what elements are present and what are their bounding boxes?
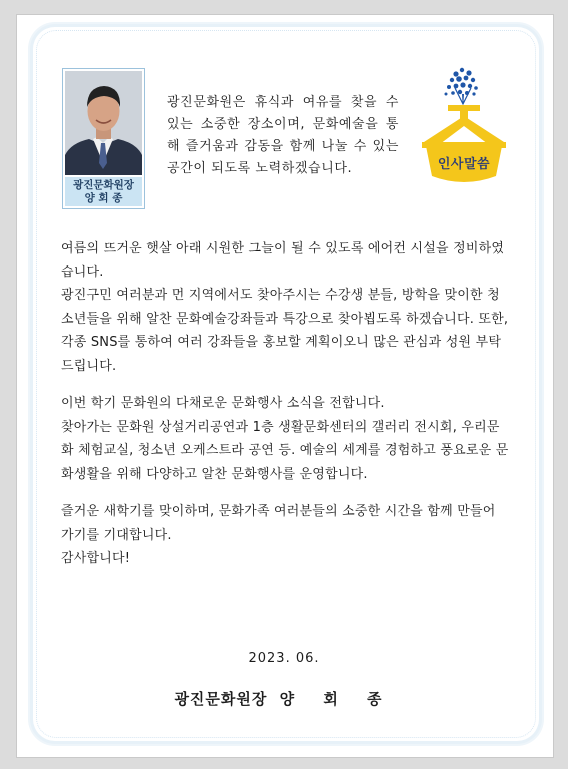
emblem [418, 64, 510, 200]
portrait-photo [65, 71, 142, 175]
portrait-box [62, 68, 145, 209]
paragraph-gap [61, 378, 510, 392]
emblem-label: 인사말씀 [437, 157, 491, 172]
paragraph-events: 찾아가는 문화원 상설거리공연과 1층 생활문화센터의 갤러리 전시회, 우리문화 체험교실, 청소년 오케스트라 공연 등. 예술의 세계를 경험하고 풍요로운 문화생활을 위해 다양하고 알찬 문화행사를 운영합니다. [61, 419, 509, 482]
tree-emblem-icon [418, 64, 510, 200]
signature-title: 광진문화원장 [174, 690, 268, 708]
date: 2023. 06. [248, 651, 320, 666]
paragraph-semester: 즐거운 새학기를 맞이하며, 문화가족 여러분들의 소중한 시간을 함께 만들어 가기를 기대합니다. [61, 504, 496, 543]
caption-title: 광진문화원장 [73, 179, 134, 191]
signature [0, 688, 568, 709]
signature-name: 양 회 종 [279, 690, 394, 708]
intro-text: 광진문화원은 휴식과 여유를 찾을 수 있는 소중한 장소이며, 문화예술을 통해 즐거움과 감동을 함께 나눌 수 있는 공간이 되도록 노력하겠습니다. [167, 95, 399, 176]
paragraph-events-intro: 이번 학기 문화원의 다채로운 문화행사 소식을 전합니다. [61, 396, 385, 411]
portrait-caption [65, 177, 142, 206]
caption-name: 양 회 종 [84, 192, 123, 204]
person-silhouette-icon [65, 71, 142, 175]
paragraph-thanks: 감사합니다! [61, 551, 131, 566]
paragraph-aircon: 여름의 뜨거운 햇살 아래 시원한 그늘이 될 수 있도록 에어컨 시설을 정비하였습니다. [61, 241, 505, 280]
paragraph-courses: 광진구민 여러분과 먼 지역에서도 찾아주시는 수강생 분들, 방학을 맞이한 청소년들을 위해 알찬 문화예술강좌들과 특강으로 찾아뵙도록 하겠습니다. 또한, 각종 SNS를 통하여 여러 강좌들을 홍보할 계획이오니 많은 관심과 성원 부탁드립니다. [61, 288, 509, 374]
paragraph-gap [61, 486, 510, 500]
body-text [61, 237, 510, 571]
